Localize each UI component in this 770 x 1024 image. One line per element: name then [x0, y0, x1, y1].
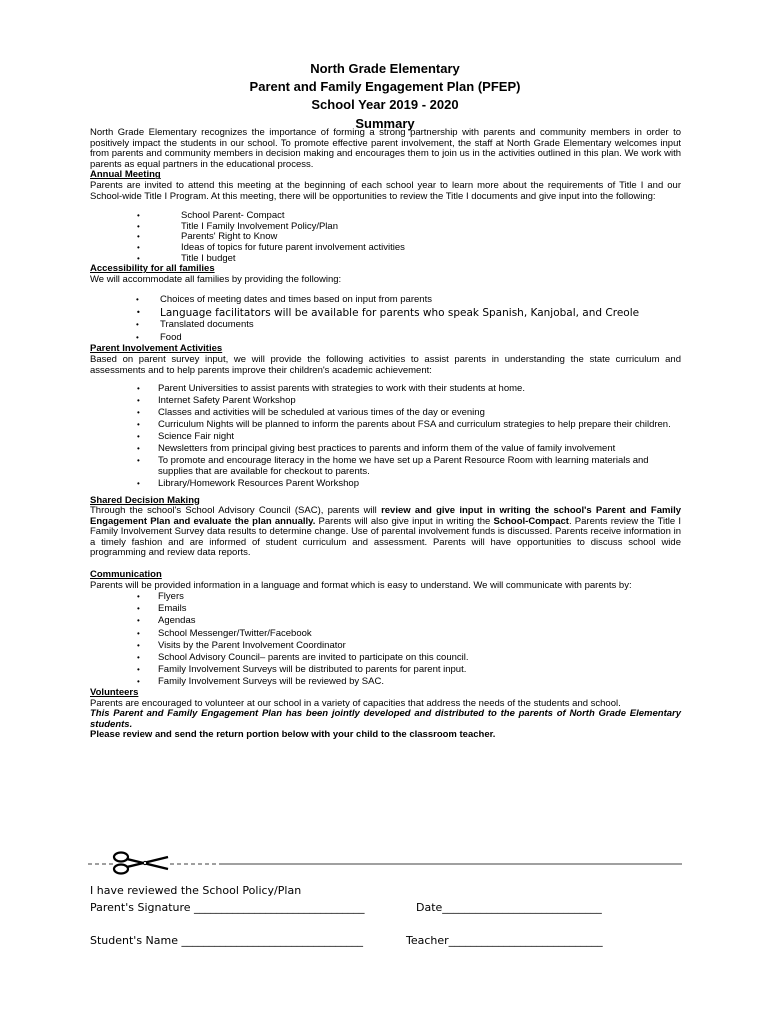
list-item: • School Parent- Compact	[181, 211, 681, 222]
annual-meeting-heading: Annual Meeting	[90, 169, 161, 181]
list-item: • Family Involvement Surveys will be distributed to parents for parent input.	[158, 664, 681, 676]
list-item: • Newsletters from principal giving best practices to parents and inform them of the value of family involvement	[158, 444, 681, 455]
activities-text: Based on parent survey input, we will provide the following activities to assist parents in understanding the state curriculum and assessments and to help parents improve their children's academic achievement:	[90, 353, 681, 376]
school-year: School Year 2019 - 2020	[311, 97, 459, 112]
list-item: • Science Fair night	[158, 432, 681, 443]
list-item: • Library/Homework Resources Parent Workshop	[158, 479, 681, 490]
list-item: • To promote and encourage literacy in the home we have set up a Parent Resource Room with learning materials and supplies that are available for checkout to parents.	[158, 456, 681, 477]
list-item: • Parents' Right to Know	[181, 232, 681, 243]
shared-decision-text: Through the school's School Advisory Council (SAC), parents will review and give input in writing the school's Parent and Family Engagement Plan and evaluate the plan annually. Parents will also give input in writing the School-Compact. Parents review the Title I Family Involvement Survey data results to determine change. Use of parental involvement funds is discussed. Parents receive information in a timely fashion and are informed of student curriculum and assessment. Parents will have opportunities to discuss school wide programming and review data reports.	[90, 505, 681, 559]
activities-heading: Parent Involvement Activities	[90, 343, 223, 355]
communication-heading: Communication	[90, 569, 162, 581]
list-item: • Family Involvement Surveys will be reviewed by SAC.	[158, 676, 681, 688]
return-instructions: Please review and send the return portion below with your child to the classroom teacher.	[90, 729, 496, 741]
list-item: • School Messenger/Twitter/Facebook	[158, 628, 681, 640]
list-item: • Title I Family Involvement Policy/Plan	[181, 222, 681, 233]
reviewed-statement: I have reviewed the School Policy/Plan	[90, 884, 302, 897]
document-header	[0, 60, 770, 133]
scissors-icon	[114, 853, 168, 874]
list-item: • School Advisory Council– parents are invited to participate on this council.	[158, 652, 681, 664]
plan-title: Parent and Family Engagement Plan (PFEP)	[249, 79, 521, 94]
list-item: • Visits by the Parent Involvement Coordinator	[158, 640, 681, 652]
shared-decision-heading: Shared Decision Making	[90, 494, 200, 506]
list-item: • Flyers	[158, 591, 681, 603]
volunteers-text: Parents are encouraged to volunteer at our school in a variety of capacities that address the needs of the students and school.	[90, 697, 621, 709]
date-field[interactable]: Date_____________________________	[416, 901, 602, 914]
list-item: • Food	[160, 332, 681, 345]
list-item: • Classes and activities will be scheduled at various times of the day or evening	[158, 408, 681, 419]
annual-meeting-list	[181, 211, 681, 264]
list-item: • Parent Universities to assist parents with strategies to work with their students at home.	[158, 384, 681, 395]
accessibility-list	[160, 294, 681, 344]
list-item: • Translated documents	[160, 319, 681, 332]
school-name: North Grade Elementary	[310, 61, 460, 76]
list-item: • Internet Safety Parent Workshop	[158, 396, 681, 407]
accessibility-heading: Accessibility for all families	[90, 263, 215, 275]
communication-text: Parents will be provided information in a language and format which is easy to understand. We will communicate with parents by:	[90, 579, 632, 591]
list-item: • Choices of meeting dates and times based on input from parents	[160, 294, 681, 307]
list-item: • Ideas of topics for future parent involvement activities	[181, 243, 681, 254]
student-name-field[interactable]: Student's Name _________________________________	[90, 934, 364, 947]
activities-list	[158, 384, 681, 489]
list-item: • Emails	[158, 603, 681, 615]
accessibility-text: We will accommodate all families by providing the following:	[90, 273, 342, 285]
list-item: • Curriculum Nights will be planned to inform the parents about FSA and curriculum strategies to help prepare their children.	[158, 420, 681, 431]
volunteers-heading: Volunteers	[90, 687, 139, 698]
cut-line	[88, 848, 682, 878]
teacher-field[interactable]: Teacher____________________________	[406, 934, 603, 947]
list-item: • Agendas	[158, 615, 681, 627]
document-body	[90, 128, 681, 741]
parent-signature-field[interactable]: Parent's Signature _______________________________	[90, 901, 365, 914]
communication-list	[158, 591, 681, 688]
list-item: • Title I budget	[181, 254, 681, 265]
list-item: • Language facilitators will be available for parents who speak Spanish, Kanjobal, and Creole	[160, 307, 681, 320]
annual-meeting-text: Parents are invited to attend this meeting at the beginning of each school year to learn more about the requirements of Title I and our School-wide Title I Program. At this meeting, there will be opportunities to review the Title I documents and give input into the following:	[90, 179, 681, 202]
intro-paragraph: North Grade Elementary recognizes the importance of forming a strong partnership with parents and community members in order to positively impact the students in our school. To promote effective parent involvement, the staff at North Grade Elementary welcomes input from parents and community members in decision making and encourages them to join us in the activities outlined in this plan. We work with parents as equal partners in the educational process.	[90, 127, 681, 170]
joint-development-statement: This Parent and Family Engagement Plan has been jointly developed and distributed to the parents of North Grade Elementary students.	[90, 708, 681, 730]
summary-heading: Summary	[355, 116, 415, 131]
